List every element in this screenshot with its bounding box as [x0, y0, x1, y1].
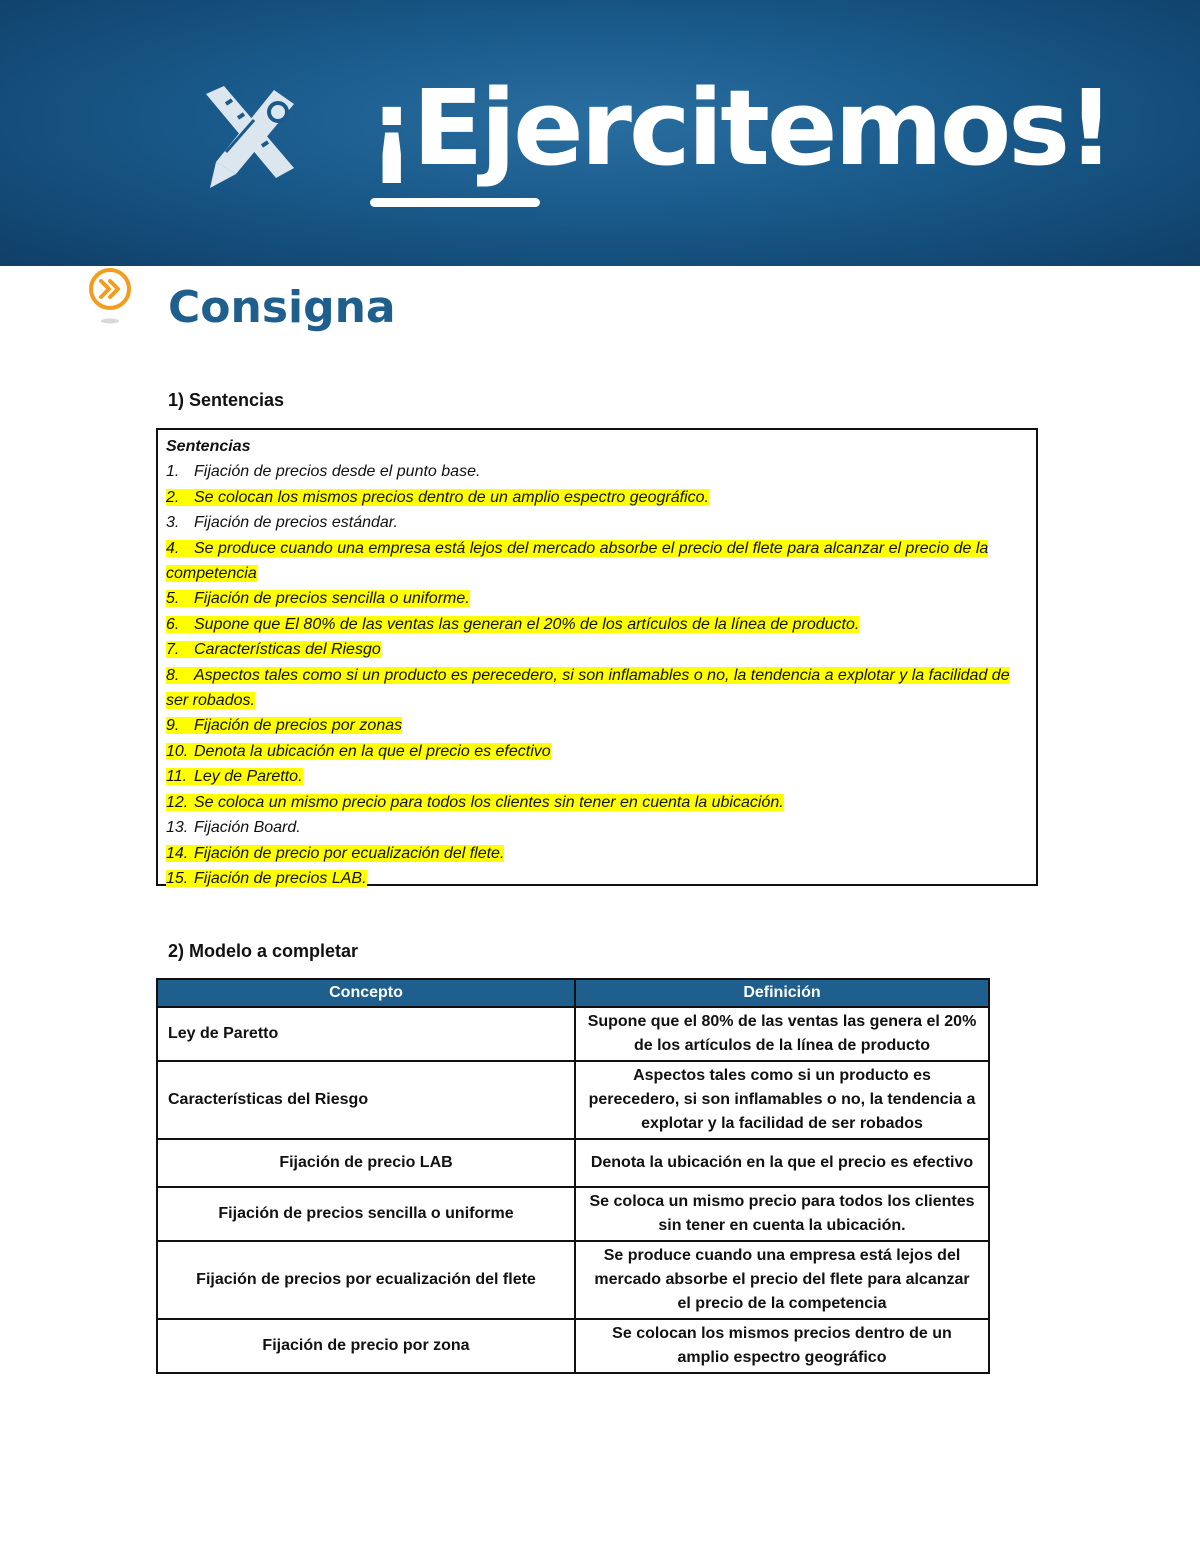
- page-title: Consigna: [168, 282, 396, 333]
- table-header-row: [157, 979, 989, 1007]
- table-row: [157, 1061, 989, 1139]
- table-row: [157, 1007, 989, 1061]
- sentence-item: [166, 536, 1028, 587]
- sentence-number: 5.: [166, 590, 180, 608]
- banner-title: ¡Ejercitemos!: [368, 67, 1112, 189]
- sentence-item: [166, 586, 1028, 611]
- sentence-text: Ley de Paretto.: [194, 768, 303, 786]
- section-1-label: 1) Sentencias: [168, 390, 285, 410]
- sentence-text: Se colocan los mismos precios dentro de un amplio espectro geográfico.: [194, 488, 709, 506]
- definition-cell: Supone que el 80% de las ventas las genera el 20% de los artículos de la línea de producto: [575, 1007, 989, 1061]
- column-header-definicion: Definición: [575, 979, 989, 1007]
- concept-cell: Características del Riesgo: [157, 1061, 575, 1139]
- sentence-number: 4.: [166, 539, 180, 557]
- sentences-list: [166, 459, 1028, 891]
- sentence-item: [166, 815, 1028, 840]
- definition-cell: Se coloca un mismo precio para todos los clientes sin tener en cuenta la ubicación.: [575, 1187, 989, 1241]
- sentence-item: [166, 612, 1028, 637]
- sentence-item: [166, 841, 1028, 866]
- banner-underline: [370, 198, 540, 207]
- sentence-item: [166, 485, 1028, 510]
- sentence-item: [166, 764, 1028, 789]
- definition-cell: Se colocan los mismos precios dentro de un amplio espectro geográfico: [575, 1319, 989, 1373]
- concept-cell: Fijación de precios sencilla o uniforme: [157, 1187, 575, 1241]
- sentence-number: 9.: [166, 717, 180, 735]
- section-2-label: 2) Modelo a completar: [168, 941, 359, 961]
- sentence-item: [166, 459, 1028, 484]
- sentence-text: Se coloca un mismo precio para todos los clientes sin tener en cuenta la ubicación.: [194, 793, 784, 811]
- sentence-number: 1.: [166, 463, 180, 481]
- sentence-item: [166, 663, 1028, 714]
- sentence-text: Fijación de precios estándar.: [194, 514, 398, 532]
- sentence-item: [166, 739, 1028, 764]
- sentence-text: Se produce cuando una empresa está lejos del mercado absorbe el precio del flete para alcanzar el precio de la competencia: [166, 539, 989, 583]
- sentence-number: 3.: [166, 514, 180, 532]
- definition-cell: Aspectos tales como si un producto es perecedero, si son inflamables o no, la tendencia a explotar y la facilidad de ser robados: [575, 1061, 989, 1139]
- sentence-text: Denota la ubicación en la que el precio es efectivo: [194, 742, 551, 760]
- sentence-item: [166, 790, 1028, 815]
- sentence-item: [166, 713, 1028, 738]
- sentence-number: 15.: [166, 869, 189, 887]
- sentence-text: Fijación de precios sencilla o uniforme.: [194, 590, 470, 608]
- concept-cell: Fijación de precio LAB: [157, 1139, 575, 1187]
- column-header-concepto: Concepto: [157, 979, 575, 1007]
- concept-cell: Fijación de precio por zona: [157, 1319, 575, 1373]
- sentence-item: [166, 510, 1028, 535]
- sentence-text: Fijación Board.: [194, 819, 301, 837]
- sentence-item: [166, 637, 1028, 662]
- concept-cell: Fijación de precios por ecualización del flete: [157, 1241, 575, 1319]
- sentence-number: 10.: [166, 742, 189, 760]
- sentence-number: 2.: [166, 488, 180, 506]
- pencil-ruler-tools-icon: [196, 82, 306, 194]
- sentences-box-title: Sentencias: [166, 438, 251, 455]
- sentence-text: Características del Riesgo: [194, 641, 381, 659]
- sentence-number: 13.: [166, 819, 189, 837]
- sentences-box: [156, 428, 1038, 886]
- definition-cell: Denota la ubicación en la que el precio es efectivo: [575, 1139, 989, 1187]
- sentence-number: 11.: [166, 768, 188, 786]
- concept-cell: Ley de Paretto: [157, 1007, 575, 1061]
- sentence-text: Aspectos tales como si un producto es perecedero, si son inflamables o no, la tendencia a explotar y la facilidad de ser robados.: [166, 666, 1010, 710]
- sentence-item: [166, 866, 1028, 891]
- sentence-text: Fijación de precio por ecualización del flete.: [194, 844, 505, 862]
- table-row: [157, 1187, 989, 1241]
- model-table: [156, 978, 990, 1374]
- sentence-number: 6.: [166, 615, 180, 633]
- table-row: [157, 1139, 989, 1187]
- sentence-number: 12.: [166, 793, 189, 811]
- sentence-text: Fijación de precios LAB.: [194, 869, 367, 887]
- sentence-number: 14.: [166, 844, 189, 862]
- sentence-text: Fijación de precios desde el punto base.: [194, 463, 481, 481]
- table-row: [157, 1319, 989, 1373]
- header-banner: [0, 0, 1200, 266]
- table-row: [157, 1241, 989, 1319]
- definition-cell: Se produce cuando una empresa está lejos del mercado absorbe el precio del flete para alcanzar el precio de la competencia: [575, 1241, 989, 1319]
- sentence-text: Supone que El 80% de las ventas las generan el 20% de los artículos de la línea de producto.: [194, 615, 860, 633]
- sentence-number: 7.: [166, 641, 180, 659]
- sentence-number: 8.: [166, 666, 180, 684]
- sentence-text: Fijación de precios por zonas: [194, 717, 403, 735]
- double-chevron-circle-icon: [85, 266, 135, 328]
